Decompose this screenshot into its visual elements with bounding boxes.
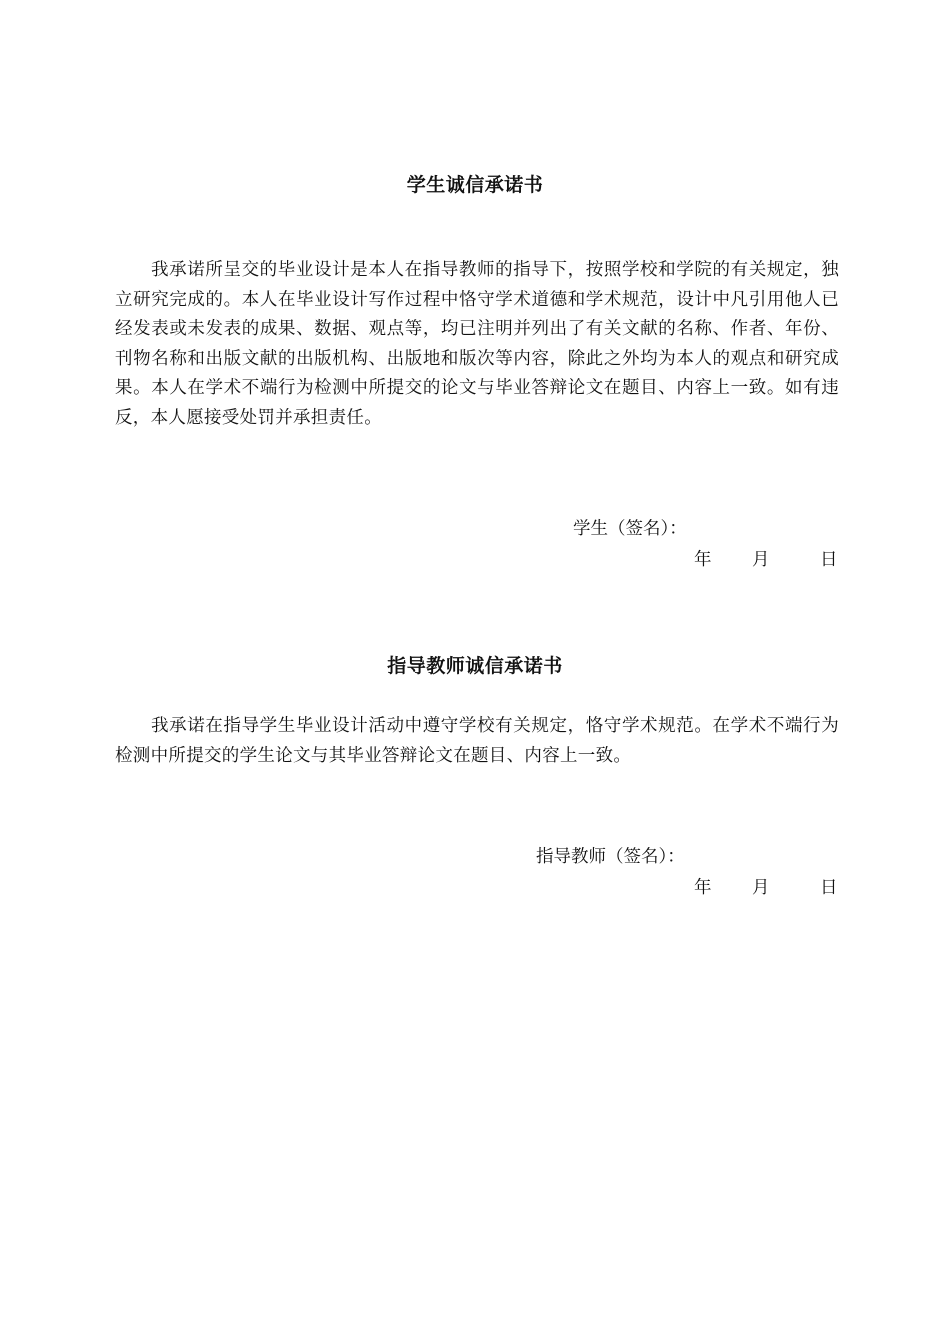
advisor-pledge-body: 我承诺在指导学生毕业设计活动中遵守学校有关规定，恪守学术规范。在学术不端行为检测中所提交的学生论文与其毕业答辩论文在题目、内容上一致。 [115, 716, 839, 766]
student-signature-label: 学生（签名）： [573, 519, 687, 539]
student-pledge-title: 学生诚信承诺书 [406, 174, 544, 196]
advisor-pledge-title: 指导教师诚信承诺书 [387, 655, 563, 677]
advisor-date-day: 日 [820, 878, 838, 898]
student-pledge-body: 我承诺所呈交的毕业设计是本人在指导教师的指导下，按照学校和学院的有关规定，独立研究完成的。本人在毕业设计写作过程中恪守学术道德和学术规范，设计中凡引用他人已经发表或未发表的成果、数据、观点等，均已注明并列出了有关文献的名称、作者、年份、刊物名称和出版文献的出版机构、出版地和版次等内容，除此之外均为本人的观点和研究成果。本人在学术不端行为检测中所提交的论文与毕业答辩论文在题目、内容上一致。如有违反，本人愿接受处罚并承担责任。 [115, 260, 839, 428]
advisor-date-year: 年 [694, 878, 712, 898]
advisor-date-month: 月 [752, 878, 770, 898]
student-date-month: 月 [752, 550, 770, 570]
advisor-signature-label: 指导教师（签名）： [536, 847, 685, 867]
student-date-day: 日 [820, 550, 838, 570]
student-date-year: 年 [694, 550, 712, 570]
